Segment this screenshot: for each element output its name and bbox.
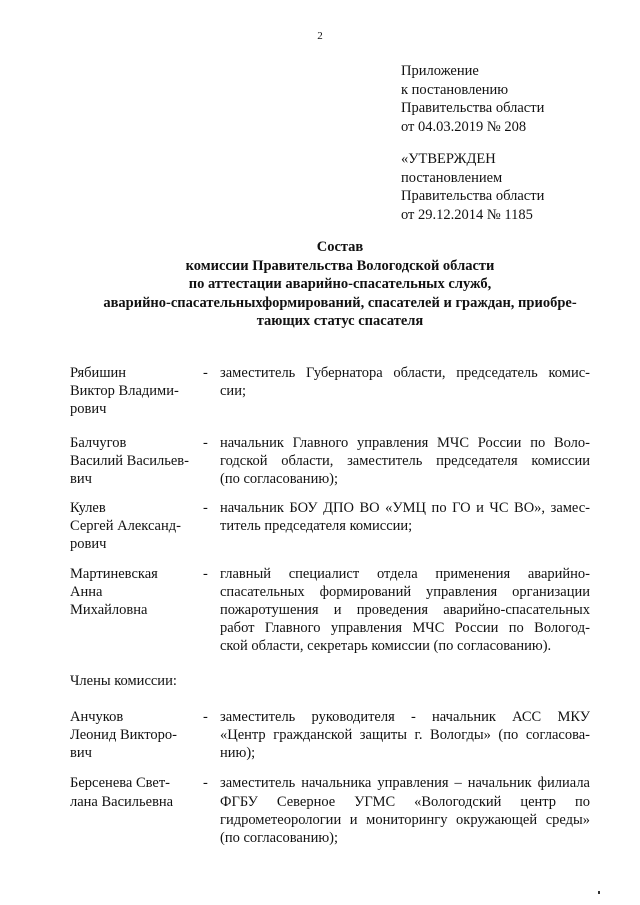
name-line: Анчуков [70,708,124,725]
member-role [220,774,590,847]
approval-block [401,62,544,136]
member-entry [70,774,590,847]
role-line: гидрометеорологии и мониторингу окружающей среды» [220,811,590,828]
approved-block [401,150,544,224]
name-line: рович [70,536,107,553]
role-line: ской области, секретарь комиссии (по согласованию). [220,638,552,655]
dash-separator: - [203,499,208,516]
approved-line: от 29.12.2014 № 1185 [401,206,533,223]
role-line: титель председателя комиссии; [220,517,413,534]
name-line: Кулев [70,499,106,516]
name-line: Рябишин [70,365,127,381]
approved-line: Правительства области [401,188,545,204]
name-line: Анна [70,583,103,600]
title-line: по аттестации аварийно-спасательных служб, [188,276,492,292]
approved-line: постановлением [401,169,503,186]
member-name [70,708,190,763]
role-line: заместитель начальника управления – начальник филиала [220,775,590,792]
role-line: пожаротушения и проведения аварийно-спасательных [220,602,590,619]
member-name [70,434,190,489]
name-line: Виктор Владими- [70,383,179,400]
role-line: нию); [220,745,256,762]
title-line: аварийно-спасательныхформирований, спасателей и граждан, приобре- [103,294,577,311]
name-line: Леонид Викторо- [70,727,177,744]
role-line: годской области, заместитель председателя комиссии [220,453,590,470]
scan-artifact [598,891,600,894]
approval-line: Приложение [401,63,479,79]
title-line: тающих статус спасателя [256,313,424,329]
member-role [220,708,590,763]
member-role [220,434,590,489]
member-entry [70,499,590,553]
member-entry [70,565,590,656]
commission-list [70,364,590,847]
role-line: заместитель Губернатора области, председатель комис- [220,365,590,381]
member-name [70,565,190,620]
role-line: (по согласованию); [220,471,339,488]
approval-line: Правительства области [401,100,545,116]
name-line: Балчугов [70,435,127,451]
role-line: ФГБУ Северное УГМС «Вологодский центр по [220,793,590,810]
role-line: работ Главного управления МЧС России по Вологод- [220,620,590,637]
dash-separator: - [203,435,208,451]
role-line: «Центр гражданской защиты г. Вологды» (по согласова- [220,727,590,744]
name-line: вич [70,471,92,488]
role-line: сии; [220,383,246,400]
members-heading: Члены комиссии: [70,672,177,689]
name-line: Сергей Александ- [70,517,181,534]
name-line: Мартиневская [70,565,158,582]
dash-separator: - [203,775,208,792]
role-line: начальник Главного управления МЧС России по Воло- [220,435,590,451]
approval-line: от 04.03.2019 № 208 [401,118,527,135]
name-line: рович [70,401,107,418]
role-line: спасательных формирований управления организации [220,583,590,600]
role-line: главный специалист отдела применения аварийно- [220,565,590,582]
document-title [60,238,620,331]
member-role [220,364,590,418]
member-name [70,774,190,810]
role-line: (по согласованию); [220,830,339,847]
role-line: начальник БОУ ДПО ВО «УМЦ по ГО и ЧС ВО», замес- [220,499,590,516]
member-role [220,499,590,553]
title-line: Состав [316,239,364,255]
member-role [220,565,590,656]
dash-separator: - [203,365,208,381]
title-line: комиссии Правительства Вологодской области [185,257,495,274]
member-name [70,364,190,419]
page-number: 2 [317,30,323,42]
member-entry [70,364,590,418]
approval-line: к постановлению [401,81,509,98]
name-line: лана Васильевна [70,793,174,810]
dash-separator: - [203,565,208,582]
name-line: Василий Васильев- [70,453,189,470]
name-line: вич [70,745,92,762]
dash-separator: - [203,708,208,725]
role-line: заместитель руководителя - начальник АСС МКУ [220,708,590,725]
name-line: Михайловна [70,602,148,619]
member-name [70,499,190,554]
member-entry [70,708,590,763]
member-entry [70,434,590,489]
name-line: Берсенева Свет- [70,775,171,792]
approved-line: «УТВЕРЖДЕН [401,151,496,167]
